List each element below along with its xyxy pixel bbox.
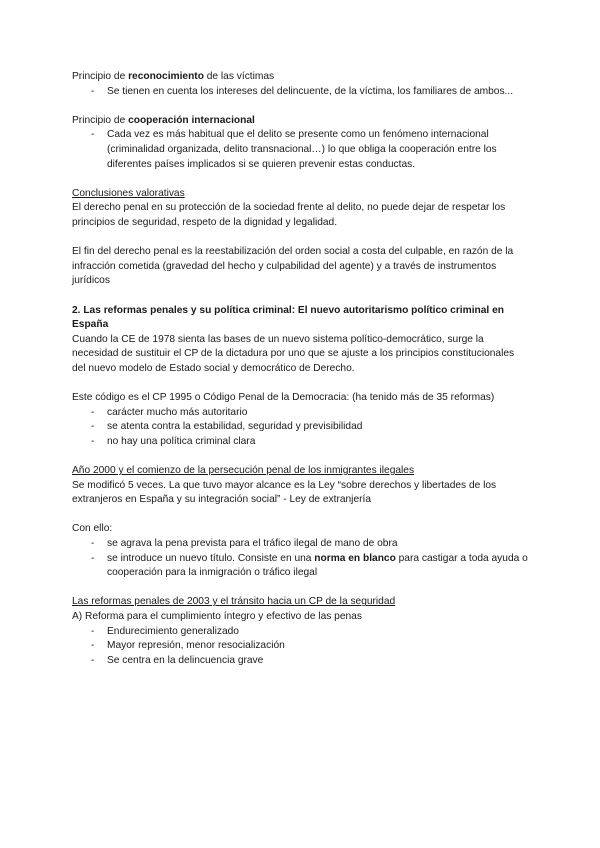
list-item: - Cada vez es más habitual que el delito se presente como un fenómeno internacional (criminalidad organizada, delito transnacional…) lo que obliga la cooperación entre los diferentes países implicados si se quieren prevenir estas conductas. [72, 128, 528, 172]
list-item: - Se tienen en cuenta los intereses del delincuente, de la víctima, los familiares de ambos... [72, 85, 528, 100]
section-title: 2. Las reformas penales y su política criminal: El nuevo autoritarismo político criminal en España [72, 304, 504, 331]
paragraph: Este código es el CP 1995 o Código Penal de la Democracia: (ha tenido más de 35 reformas) [72, 392, 495, 404]
bold-term: norma en blanco [314, 552, 396, 564]
document-content [72, 70, 528, 668]
list-item: - carácter mucho más autoritario [72, 406, 528, 421]
paragraph: El fin del derecho penal es la reestabilización del orden social a costa del culpable, en razón de la infracción cometida (gravedad del hecho y culpabilidad del agente) y a través de instrumentos jurídicos [72, 246, 514, 287]
list-item: - Se centra en la delincuencia grave [72, 654, 528, 669]
list-item: - se agrava la pena prevista para el tráfico ilegal de mano de obra [72, 537, 528, 552]
paragraph: Se modificó 5 veces. La que tuvo mayor alcance es la Ley “sobre derechos y libertades de los extranjeros en España y su integración social” - Ley de extranjería [72, 479, 497, 506]
paragraph: Cuando la CE de 1978 sienta las bases de un nuevo sistema político-democrático, surge la necesidad de sustituir el CP de la dictadura por uno que se ajuste a los principios constitucionales del nuevo modelo de Estado social y democrático de Derecho. [72, 333, 515, 374]
principle-cooperation-heading: Principio de cooperación internacional [72, 114, 255, 126]
paragraph: Con ello: [72, 523, 113, 535]
immigration-heading: Año 2000 y el comienzo de la persecución penal de los inmigrantes ilegales [72, 465, 415, 477]
reforms-2003-heading: Las reformas penales de 2003 y el tránsito hacia un CP de la seguridad [72, 596, 396, 608]
list-item: - no hay una política criminal clara [72, 435, 528, 450]
paragraph: A) Reforma para el cumplimiento íntegro y efectivo de las penas [72, 610, 362, 622]
cp1995-list [72, 406, 528, 450]
list-item: - se introduce un nuevo título. Consiste en una norma en blanco para castigar a toda ayuda o cooperación para la inmigración o tráfico ilegal [72, 552, 528, 581]
paragraph: El derecho penal en su protección de la sociedad frente al delito, no puede dejar de respetar los principios de seguridad, respeto de la dignidad y legalidad. [72, 202, 506, 228]
principle-recognition-heading: Principio de reconocimiento de las víctimas [72, 71, 275, 82]
recognition-list [72, 85, 528, 100]
reforms-2003-list [72, 625, 528, 669]
bold-term: cooperación internacional [128, 114, 255, 126]
conclusions-heading: Conclusiones valorativas [72, 187, 185, 199]
list-item: - se atenta contra la estabilidad, seguridad y previsibilidad [72, 420, 528, 435]
immigration-list [72, 537, 528, 581]
list-item: - Endurecimiento generalizado [72, 625, 528, 640]
cooperation-list [72, 128, 528, 172]
list-item: - Mayor represión, menor resocialización [72, 639, 528, 654]
bold-term: reconocimiento [128, 71, 204, 82]
